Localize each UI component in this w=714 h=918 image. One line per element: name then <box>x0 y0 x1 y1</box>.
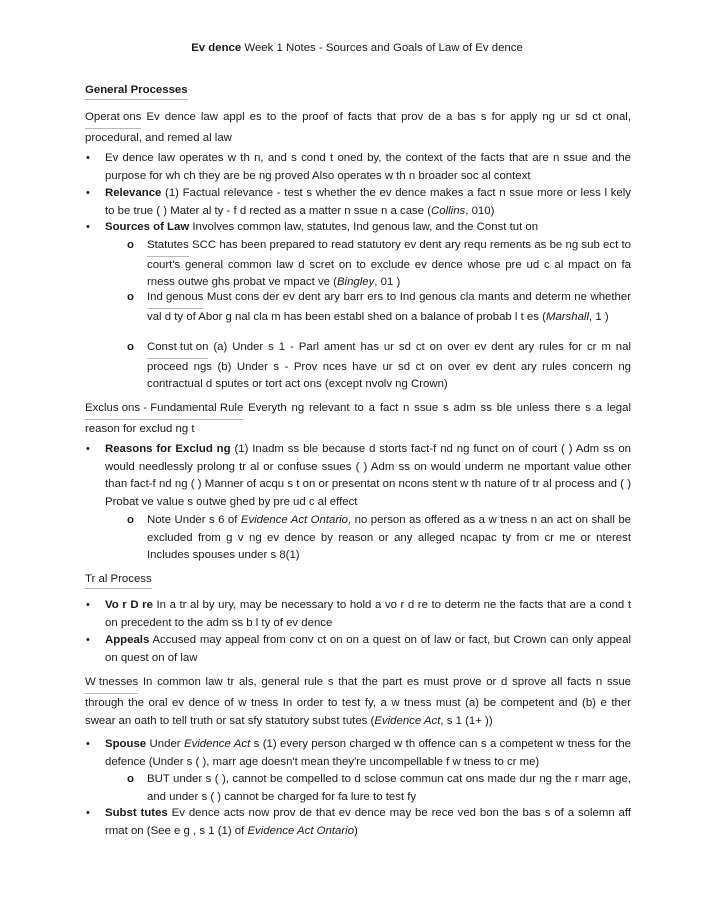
sub-bullet-icon: o <box>127 514 134 526</box>
bullet-icon: • <box>86 187 90 199</box>
list-item-substitutes: Subst tutes Ev dence acts now prov de that ev dence may be rece ved bon the bas s of a solemn aff rmat on (See e g , s 1 (1) of Evidence Act Ontario) <box>105 807 631 837</box>
title-bold: Ev dence <box>191 42 242 54</box>
list-item-voir-dire: Vo r D re In a tr al by ury, may be necessary to hold a vo r d re to determ ne the facts that are a cond t on precedent to the adm ss b l ty of ev dence <box>105 599 631 629</box>
list-item-but-under: BUT under s ( ), cannot be compelled to d sclose commun cat ons made dur ng the r marr age, and under s ( ) cannot be charged for fa lure to test fy <box>147 773 631 803</box>
list-item-note: Note Under s 6 of Evidence Act Ontario, no person as offered as a w tness n an act on shall be excluded from g v ng ev dence by reason or any alleged ncapac ty from cr me or nterest Includes spouses under s 8(1) <box>147 514 631 561</box>
bullet-icon: • <box>86 443 90 455</box>
list-item-constitution: Const tut on (a) Under s 1 - Parl ament has ur sd ct on over ev dent ary rules for cr m nal proceed ngs (b) Under s - Prov nces have ur sd ct on over ev dent ary rules concern ng contractual d sputes or tort act ons (except nvolv ng Crown) <box>147 341 631 390</box>
page-title <box>0 40 714 56</box>
bullet-icon: • <box>86 807 90 819</box>
list-item-statutes: Statutes SCC has been prepared to read statutory ev dent ary requ rements as be ng sub ect to court's general common law d scret on to exclude ev dence whose pre ud c al mpact on fa rness outwe ghs probat ve mpact ve (Bingley, 01 ) <box>147 239 631 288</box>
list-item-reasons-for-excluding: Reasons for Exclud ng (1) Inadm ss ble because d storts fact-f nd ng funct on of court ( ) Adm ss on would needlessly prolong tr al or confuse ssues ( ) Adm ss on would underm ne mportant value other than fact-f nd ng ( ) Manner of acqu s t on or presentat on ncons stent w th nature of tr al process and ( ) Probat ve value s outwe ghed by pre ud c al effect <box>105 443 631 508</box>
bullet-icon: • <box>86 738 90 750</box>
section-heading-general-processes: General Processes <box>85 82 188 100</box>
sub-bullet-icon: o <box>127 239 134 251</box>
sub-bullet-icon: o <box>127 773 134 785</box>
list-item-context: Ev dence law operates w th n, and s cond t oned by, the context of the facts that are n ssue and the purpose for wh ch they are be ng proved Also operates w th n broader soc al context <box>105 152 631 182</box>
list-item-spouse: Spouse Under Evidence Act s (1) every person charged w th offence can s a competent w tness for the defence (Under s ( ), marr age doesn't mean they're uncompellable f w tness to cr me) <box>105 738 632 768</box>
sub-bullet-icon: o <box>127 291 134 303</box>
witnesses-paragraph: W tnesses In common law tr als, general rule s that the part es must prove or d sprove all facts n ssue through the oral ev dence of w tness In order to test fy, a w tness must (a) be competent and (b) e ther swear an oath to tell truth or sat sfy statutory subst tutes (Evidence Act, s 1 (1+ )) <box>85 673 631 731</box>
bullet-icon: • <box>86 599 90 611</box>
witnesses-label: W tnesses <box>85 673 138 694</box>
list-item-sources-of-law: Sources of Law Involves common law, statutes, Ind genous law, and the Const tut on <box>105 221 539 233</box>
operations-paragraph <box>85 108 631 147</box>
operations-label: Operat ons <box>85 108 141 129</box>
exclusions-paragraph: Exclus ons - Fundamental Rule Everyth ng relevant to a fact n ssue s adm ss ble unless there s a legal reason for exclud ng t <box>85 399 631 438</box>
sub-bullet-icon: o <box>127 341 134 353</box>
list-item-appeals: Appeals Accused may appeal from conv ct on on a quest on of law or fact, but Crown can only appeal on quest on of law <box>105 634 631 664</box>
bullet-icon: • <box>86 634 90 646</box>
list-item-indigenous: Ind genous Must cons der ev dent ary barr ers to Ind genous cla mants and determ ne whether val d ty of Abor g nal cla m has been establ shed on a balance of probab l t es (Marshall, 1 ) <box>147 291 631 323</box>
bullet-icon: • <box>86 152 90 164</box>
section-heading-trial-process: Tr al Process <box>85 571 152 589</box>
exclusions-label: Exclus ons - Fundamental Rule <box>85 399 243 420</box>
list-item-relevance: Relevance (1) Factual relevance - test s whether the ev dence makes a fact n ssue more or less l kely to be true ( ) Mater al ty - f d rected as a matter n ssue n a case (Collins, 010) <box>105 187 631 217</box>
bullet-icon: • <box>86 221 90 233</box>
operations-text: Ev dence law appl es to the proof of facts that prov de a bas s for apply ng ur sd ct onal, procedural, and remed al law <box>85 111 631 144</box>
title-rest: Week 1 Notes - Sources and Goals of Law of Ev dence <box>241 42 523 54</box>
